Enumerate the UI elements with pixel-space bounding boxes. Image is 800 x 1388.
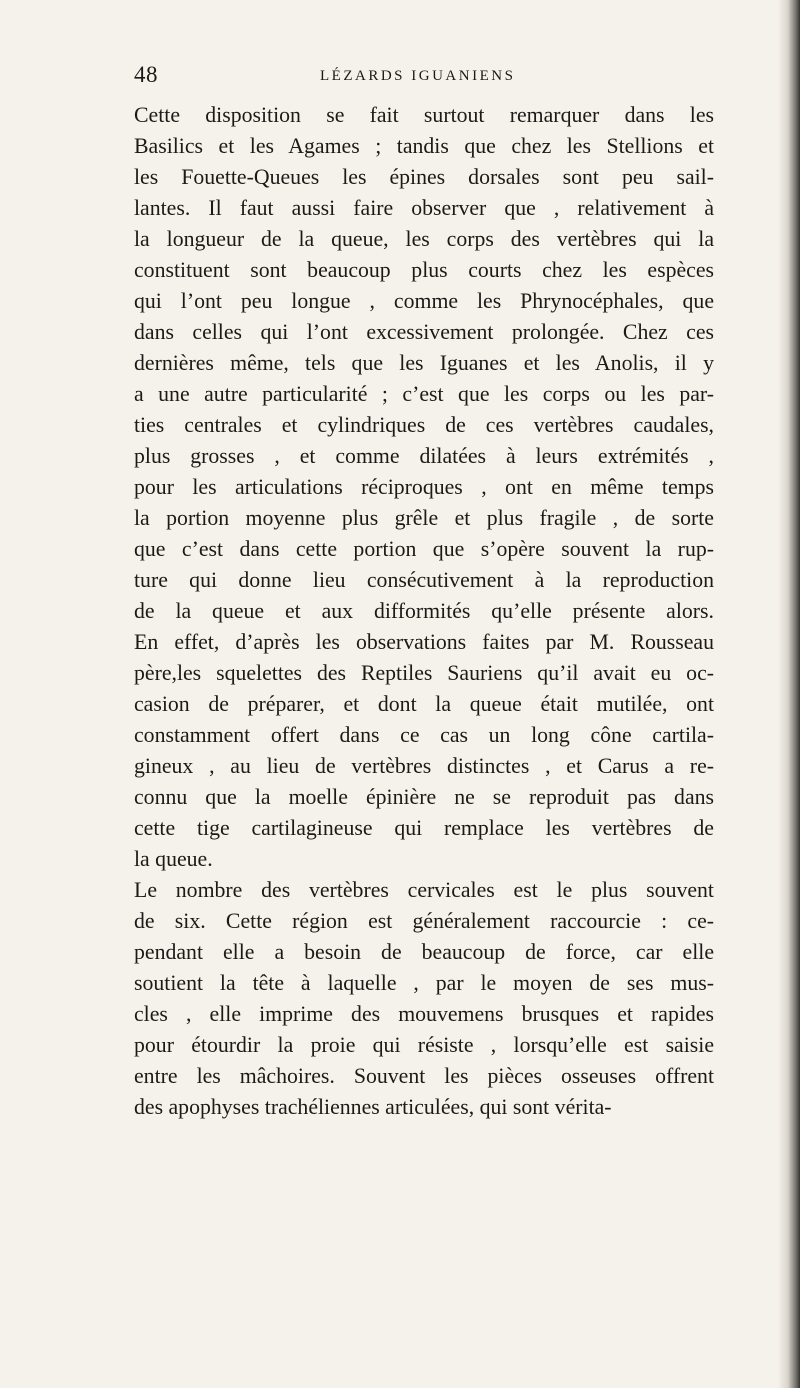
text-line: ties centrales et cylindriques de ces vertèbres caudales, [134, 413, 714, 437]
text-line: lantes. Il faut aussi faire observer que , relativement à [134, 196, 714, 220]
text-line: casion de préparer, et dont la queue était mutilée, ont [134, 692, 714, 716]
text-line: entre les mâchoires. Souvent les pièces osseuses offrent [134, 1064, 714, 1088]
page-header [134, 62, 714, 90]
text-line: a une autre particularité ; c’est que les corps ou les par- [134, 382, 714, 406]
text-line: ture qui donne lieu consécutivement à la reproduction [134, 568, 714, 592]
text-line: de la queue et aux difformités qu’elle présente alors. [134, 599, 714, 623]
text-line: soutient la tête à laquelle , par le moyen de ses mus- [134, 971, 714, 995]
text-line: plus grosses , et comme dilatées à leurs extrémités , [134, 444, 714, 468]
running-head: LÉZARDS IGUANIENS [320, 68, 516, 84]
text-line: gineux , au lieu de vertèbres distinctes , et Carus a re- [134, 754, 714, 778]
text-line: la queue. [134, 847, 213, 871]
text-line: constamment offert dans ce cas un long cône cartila- [134, 723, 714, 747]
text-line: la longueur de la queue, les corps des vertèbres qui la [134, 227, 714, 251]
text-line: de six. Cette région est généralement raccourcie : ce- [134, 909, 714, 933]
text-line: connu que la moelle épinière ne se reproduit pas dans [134, 785, 714, 809]
text-line: que c’est dans cette portion que s’opère souvent la rup- [134, 537, 714, 561]
text-line: Le nombre des vertèbres cervicales est le plus souvent [134, 878, 714, 902]
text-line: dans celles qui l’ont excessivement prolongée. Chez ces [134, 320, 714, 344]
text-line: la portion moyenne plus grêle et plus fragile , de sorte [134, 506, 714, 530]
text-line: cles , elle imprime des mouvemens brusques et rapides [134, 1002, 714, 1026]
page-edge-shadow [778, 0, 800, 1388]
text-line: pour les articulations réciproques , ont en même temps [134, 475, 714, 499]
text-line: En effet, d’après les observations faites par M. Rousseau [134, 630, 714, 654]
text-line: père,les squelettes des Reptiles Sauriens qu’il avait eu oc- [134, 661, 714, 685]
text-line: Basilics et les Agames ; tandis que chez les Stellions et [134, 134, 714, 158]
body-text [134, 100, 714, 1123]
text-line: qui l’ont peu longue , comme les Phrynocéphales, que [134, 289, 714, 313]
text-line: pour étourdir la proie qui résiste , lorsqu’elle est saisie [134, 1033, 714, 1057]
page-number: 48 [134, 62, 158, 87]
text-line: des apophyses trachéliennes articulées, qui sont vérita- [134, 1095, 612, 1119]
text-line: pendant elle a besoin de beaucoup de force, car elle [134, 940, 714, 964]
text-line: constituent sont beaucoup plus courts chez les espèces [134, 258, 714, 282]
text-line: Cette disposition se fait surtout remarquer dans les [134, 103, 714, 127]
text-line: dernières même, tels que les Iguanes et les Anolis, il y [134, 351, 714, 375]
text-line: les Fouette-Queues les épines dorsales sont peu sail- [134, 165, 714, 189]
text-line: cette tige cartilagineuse qui remplace les vertèbres de [134, 816, 714, 840]
